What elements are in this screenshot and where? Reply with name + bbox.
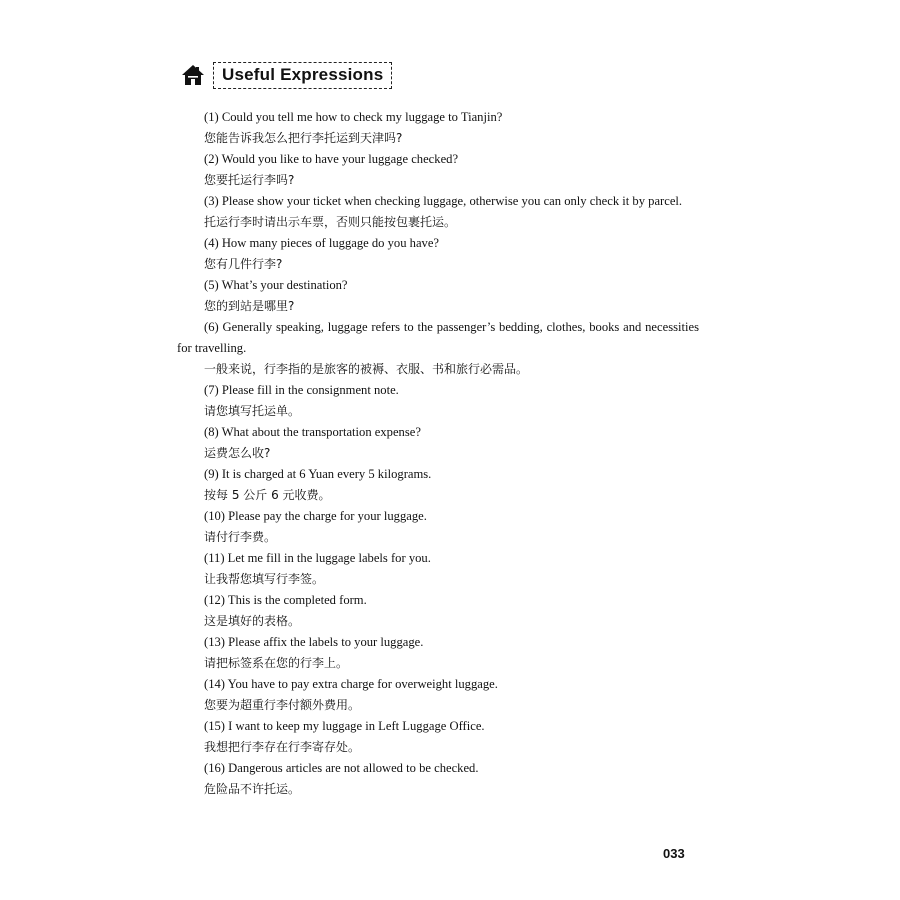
expression-en: (10) Please pay the charge for your luggage. [204, 509, 427, 523]
expression-zh: 我想把行李存在行李寄存处。 [204, 740, 361, 754]
expression-zh: 您有几件行李? [204, 257, 283, 271]
expression-en: (1) Could you tell me how to check my luggage to Tianjin? [204, 110, 503, 124]
expression-zh: 按每 5 公斤 6 元收费。 [204, 488, 331, 502]
expression-zh: 这是填好的表格。 [204, 614, 301, 628]
expression-en: (16) Dangerous articles are not allowed to be checked. [204, 761, 479, 775]
expression-en: (4) How many pieces of luggage do you have? [204, 236, 440, 250]
expression-en: (9) It is charged at 6 Yuan every 5 kilograms. [204, 467, 432, 481]
expression-zh: 危险品不许托运。 [204, 782, 301, 796]
expression-en: (12) This is the completed form. [204, 593, 367, 607]
expressions-list [177, 107, 699, 800]
expression-zh: 一般来说，行李指的是旅客的被褥、衣服、书和旅行必需品。 [204, 362, 529, 376]
expression-zh: 您能告诉我怎么把行李托运到天津吗? [204, 131, 403, 145]
expression-zh: 运费怎么收? [204, 446, 271, 460]
expression-zh: 您的到站是哪里? [204, 299, 295, 313]
expression-zh: 托运行李时请出示车票，否则只能按包裹托运。 [204, 215, 457, 229]
expression-zh: 您要托运行李吗? [204, 173, 295, 187]
expression-zh: 您要为超重行李付额外费用。 [204, 698, 361, 712]
expression-en: (8) What about the transportation expense? [204, 425, 421, 439]
expression-en: (5) What’s your destination? [204, 278, 348, 292]
expression-en: (13) Please affix the labels to your luggage. [204, 635, 424, 649]
expression-en: (7) Please fill in the consignment note. [204, 383, 399, 397]
page-number: 033 [663, 846, 685, 861]
expression-en: (15) I want to keep my luggage in Left Luggage Office. [204, 719, 485, 733]
expression-zh: 让我帮您填写行李签。 [204, 572, 325, 586]
expression-en: (6) Generally speaking, luggage refers to the passenger’s bedding, clothes, books and necessities for travelling. [177, 320, 699, 355]
expression-en: (3) Please show your ticket when checking luggage, otherwise you can only check it by parcel. [204, 194, 683, 208]
section-title: Useful Expressions [213, 62, 392, 89]
expression-en: (11) Let me fill in the luggage labels for you. [204, 551, 431, 565]
expression-en: (14) You have to pay extra charge for overweight luggage. [204, 677, 498, 691]
expression-zh: 请把标签系在您的行李上。 [204, 656, 349, 670]
house-icon [181, 63, 205, 87]
expression-zh: 请付行李费。 [204, 530, 277, 544]
section-header [181, 60, 392, 90]
expression-en: (2) Would you like to have your luggage checked? [204, 152, 459, 166]
expression-zh: 请您填写托运单。 [204, 404, 301, 418]
